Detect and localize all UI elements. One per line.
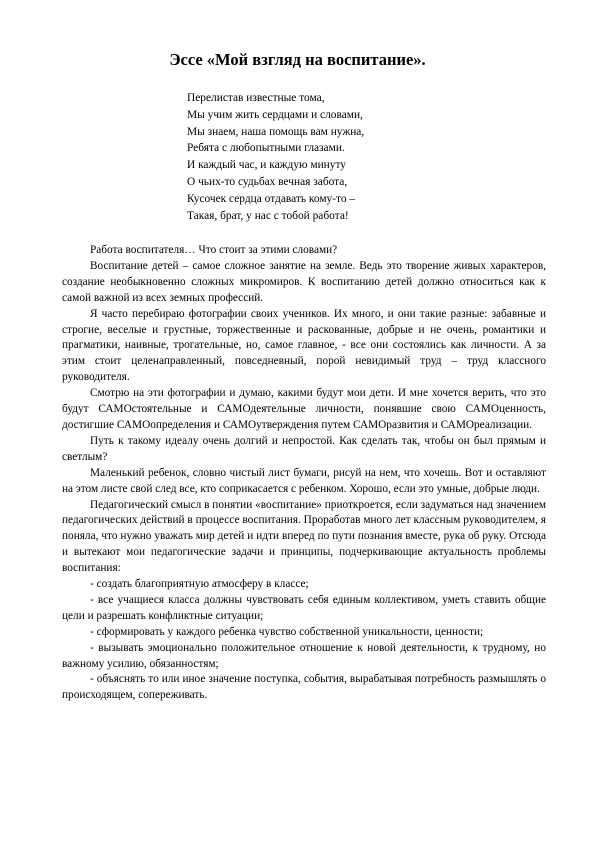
list-item: - вызывать эмоционально положительное отношение к новой деятельности, к трудному, но важному усилию, обязанностям; bbox=[62, 641, 546, 670]
poem-line: Такая, брат, у нас с тобой работа! bbox=[187, 209, 349, 222]
list-item: - сформировать у каждого ребенка чувство собственной уникальности, ценности; bbox=[90, 625, 484, 638]
poem-line: Мы знаем, наша помощь вам нужна, bbox=[187, 125, 365, 138]
paragraph: Смотрю на эти фотографии и думаю, какими будут мои дети. И мне хочется верить, что это будут САМОстоятельные и САМОдеятельные личности, понявшие свою САМОценность, достигшие САМОопределения и САМОутверждения путем САМОразвития и САМОреализации. bbox=[62, 387, 546, 431]
list-item: - объяснять то или иное значение поступка, события, вырабатывая потребность размышлять о происходящем, сопереживать. bbox=[62, 673, 546, 702]
epigraph-poem bbox=[187, 90, 487, 224]
paragraph: Работа воспитателя… Что стоит за этими словами? bbox=[90, 244, 338, 256]
list-item: - создать благоприятную атмосферу в классе; bbox=[90, 578, 309, 591]
paragraph: Я часто перебираю фотографии своих учеников. Их много, и они такие разные: забавные и строгие, веселые и грустные, торжественные и раскованные, добрые и не очень, романтики и прагматики, наивные, трогательные, но, самое главное, - все они состоялись как личности. А за этим стоит целенаправленный, повседневный, порой невидимый труд – труд классного руководителя. bbox=[62, 307, 546, 384]
paragraph: Воспитание детей – самое сложное занятие на земле. Ведь это творение живых характеров, создание необыкновенно сложных микромиров. К воспитанию детей должно относиться как к самой важной из всех земных профессий. bbox=[62, 259, 546, 304]
poem-line: Ребята с любопытными глазами. bbox=[187, 142, 345, 155]
poem-line: Мы учим жить сердцами и словами, bbox=[187, 108, 363, 121]
poem-line: Перелистав известные тома, bbox=[187, 92, 325, 104]
page-title: Эссе «Мой взгляд на воспитание». bbox=[169, 50, 426, 69]
essay-body bbox=[62, 243, 546, 704]
paragraph: Путь к такому идеалу очень долгий и непростой. Как сделать так, чтобы он был прямым и светлым? bbox=[62, 434, 546, 463]
poem-line: О чьих-то судьбах вечная забота, bbox=[187, 175, 348, 188]
poem-line: Кусочек сердца отдавать кому-то – bbox=[187, 192, 356, 205]
list-item: - все учащиеся класса должны чувствовать себя единым коллективом, уметь ставить общие цели и разрешать конфликтные ситуации; bbox=[62, 593, 546, 622]
poem-line: И каждый час, и каждую минуту bbox=[187, 159, 346, 172]
paragraph: Педагогический смысл в понятии «воспитание» приоткроется, если задуматься над значением педагогических действий в процессе воспитания. Проработав много лет классным руководителем, я поняла, что нужно уважать мир детей и идти вперед по пути познания вместе, рука об руку. Отсюда и вытекают мои педагогические задачи и принципы, подчеркивающие актуальность проблемы воспитания: bbox=[62, 498, 546, 575]
paragraph: Маленький ребенок, словно чистый лист бумаги, рисуй на нем, что хочешь. Вот и оставляют на этом листе свой след все, кто соприкасается с ребенком. Хорошо, если это умные, добрые люди. bbox=[62, 466, 546, 495]
